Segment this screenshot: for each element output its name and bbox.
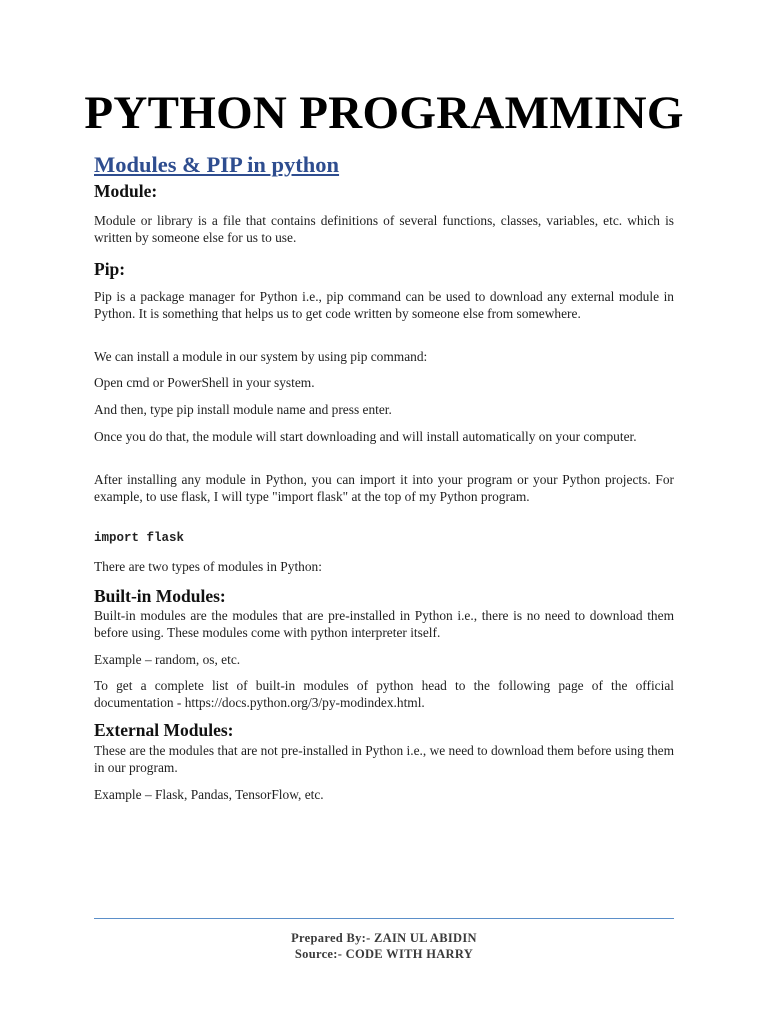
pip-paragraph-downloading: Once you do that, the module will start downloading and will install automatically on your computer. bbox=[94, 429, 637, 444]
footer bbox=[0, 930, 768, 962]
pip-paragraph-types: There are two types of modules in Python: bbox=[94, 559, 322, 574]
pip-paragraph-type-command: And then, type pip install module name and press enter. bbox=[94, 402, 392, 417]
pip-paragraph-import: After installing any module in Python, you can import it into your program or your Python projects. For example, to use flask, I will type "import flask" at the top of my Python program. bbox=[94, 472, 674, 504]
section-title: Modules & PIP in python bbox=[94, 152, 340, 177]
footer-divider bbox=[94, 918, 674, 919]
builtin-paragraph-example: Example – random, os, etc. bbox=[94, 652, 241, 667]
pip-paragraph-install: We can install a module in our system by using pip command: bbox=[94, 349, 428, 364]
footer-prepared-by: Prepared By:- ZAIN UL ABIDIN bbox=[291, 931, 477, 945]
module-paragraph: Module or library is a file that contains definitions of several functions, classes, variables, etc. which is written by someone else for us to use. bbox=[94, 213, 674, 245]
pip-heading: Pip: bbox=[94, 259, 126, 279]
pip-paragraph-definition: Pip is a package manager for Python i.e., pip command can be used to download any external module in Python. It is something that helps us to get code written by someone else from somewhere. bbox=[94, 289, 674, 321]
module-heading: Module: bbox=[94, 181, 158, 201]
document-title: PYTHON PROGRAMMING bbox=[84, 87, 684, 139]
builtin-paragraph-definition: Built-in modules are the modules that are pre-installed in Python i.e., there is no need to download them before using. These modules come with python interpreter itself. bbox=[94, 608, 674, 640]
builtin-modules-heading: Built-in Modules: bbox=[94, 586, 226, 606]
external-paragraph-example: Example – Flask, Pandas, TensorFlow, etc. bbox=[94, 787, 324, 802]
code-snippet: import flask bbox=[94, 531, 185, 545]
builtin-paragraph-docs: To get a complete list of built-in modules of python head to the following page of the official documentation - https://docs.python.org/3/py-modindex.html. bbox=[94, 678, 674, 710]
pip-paragraph-open-cmd: Open cmd or PowerShell in your system. bbox=[94, 375, 315, 390]
footer-source: Source:- CODE WITH HARRY bbox=[294, 947, 474, 961]
external-modules-heading: External Modules: bbox=[94, 720, 234, 740]
external-paragraph-definition: These are the modules that are not pre-installed in Python i.e., we need to download them before using them in our program. bbox=[94, 743, 674, 775]
